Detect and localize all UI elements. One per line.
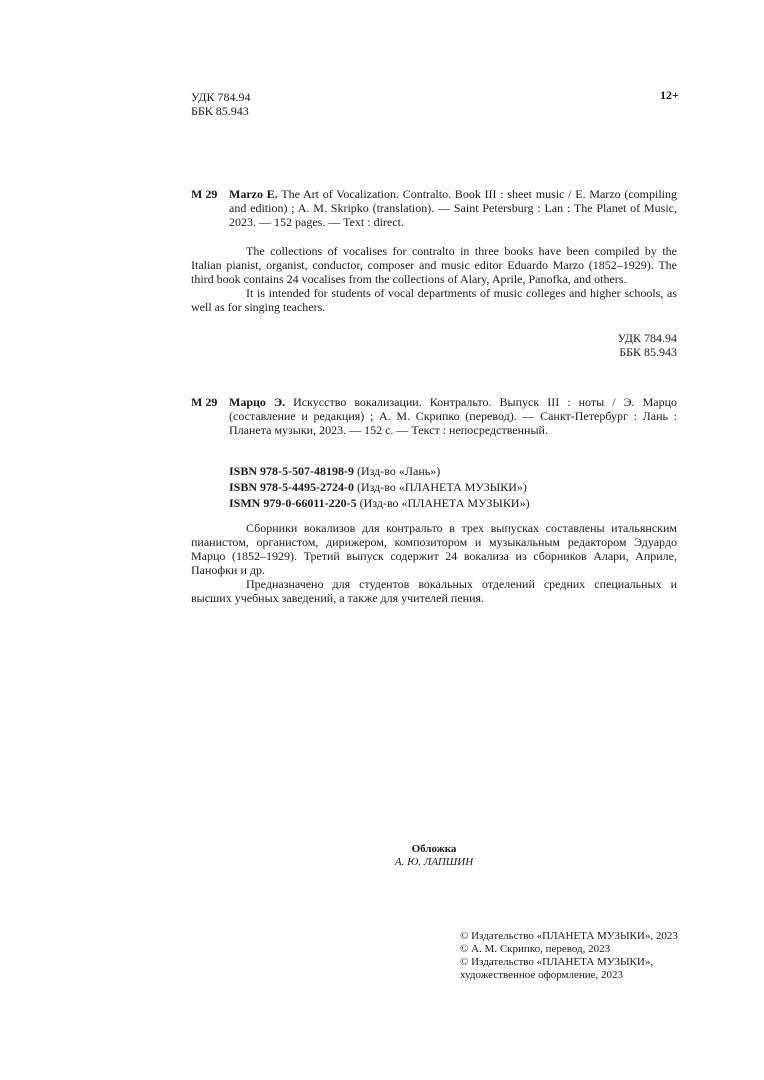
ismn-number: ISMN 979-0-66011-220-5	[229, 496, 357, 510]
udk-code: УДК 784.94	[617, 331, 677, 345]
russian-bibliographic-entry	[191, 395, 677, 437]
copyright-block	[460, 930, 678, 982]
english-abstract	[191, 244, 677, 314]
isbn-publisher: (Изд-во «ПЛАНЕТА МУЗЫКИ»)	[357, 480, 527, 494]
bbk-code: ББК 85.943	[619, 345, 677, 359]
isbn-number: ISBN 978-5-507-48198-9	[229, 464, 354, 478]
header-classification	[191, 90, 250, 118]
entry-description: The Art of Vocalization. Contralto. Book III : sheet music / E. Marzo (compiling and edition) ; A. M. Skripko (translation). — Saint Petersburg : Lan : The Planet of Music, 2023. — 152 pages. — Text : direct.	[229, 187, 677, 229]
udk-code: УДК 784.94	[191, 90, 251, 104]
abstract-paragraph: It is intended for students of vocal departments of music colleges and higher schools, as well as for singing teachers.	[191, 286, 677, 314]
abstract-paragraph: Сборники вокализов для контральто в трех выпусках составлены итальянским пианистом, органистом, дирижером, композитором и музыкальным редактором Эдуардо Марцо (1852–1929). Третий выпуск содержит 24 вокализа из сборников Алари, Априле, Панофки и др.	[191, 521, 677, 577]
bbk-code: ББК 85.943	[191, 104, 249, 118]
copyright-line: © А. М. Скрипко, перевод, 2023	[460, 943, 611, 955]
ismn-publisher: (Изд-во «ПЛАНЕТА МУЗЫКИ»)	[359, 496, 530, 510]
isbn-line	[229, 464, 530, 480]
english-bibliographic-entry	[191, 187, 677, 229]
copyright-line: © Издательство «ПЛАНЕТА МУЗЫКИ», 2023	[460, 930, 678, 942]
ismn-line	[229, 496, 530, 512]
author-name: Марцо Э.	[229, 395, 286, 409]
entry-code: M 29	[191, 187, 218, 201]
russian-abstract	[191, 521, 677, 605]
abstract-paragraph: The collections of vocalises for contralto in three books have been compiled by the Italian pianist, organist, conductor, composer and music editor Eduardo Marzo (1852–1929). The third book contains 24 vocalises from the collections of Alary, Aprile, Panofka, and others.	[191, 244, 677, 286]
author-name: Marzo E.	[229, 187, 278, 201]
copyright-line: © Издательство «ПЛАНЕТА МУЗЫКИ»,	[460, 956, 654, 968]
entry-code: M 29	[191, 395, 218, 409]
entry-description: Искусство вокализации. Контральто. Выпуск III : ноты / Э. Марцо (составление и редакция) ; А. М. Скрипко (перевод). — Санкт-Петербург : Лань : Планета музыки, 2023. — 152 с. — Текст : непосредственный.	[229, 395, 677, 437]
cover-artist: А. Ю. ЛАПШИН	[394, 856, 474, 868]
cover-credit	[191, 843, 677, 869]
cover-role: Обложка	[411, 843, 457, 855]
isbn-publisher: (Изд-во «Лань»)	[357, 464, 441, 478]
isbn-line	[229, 480, 530, 496]
english-classification	[560, 331, 677, 359]
abstract-paragraph: Предназначено для студентов вокальных отделений средних специальных и высших учебных заведений, а также для учителей пения.	[191, 577, 677, 605]
age-rating-badge: 12+	[660, 88, 679, 102]
copyright-line: художественное оформление, 2023	[460, 969, 624, 981]
isbn-list	[229, 464, 530, 512]
isbn-number: ISBN 978-5-4495-2724-0	[229, 480, 354, 494]
